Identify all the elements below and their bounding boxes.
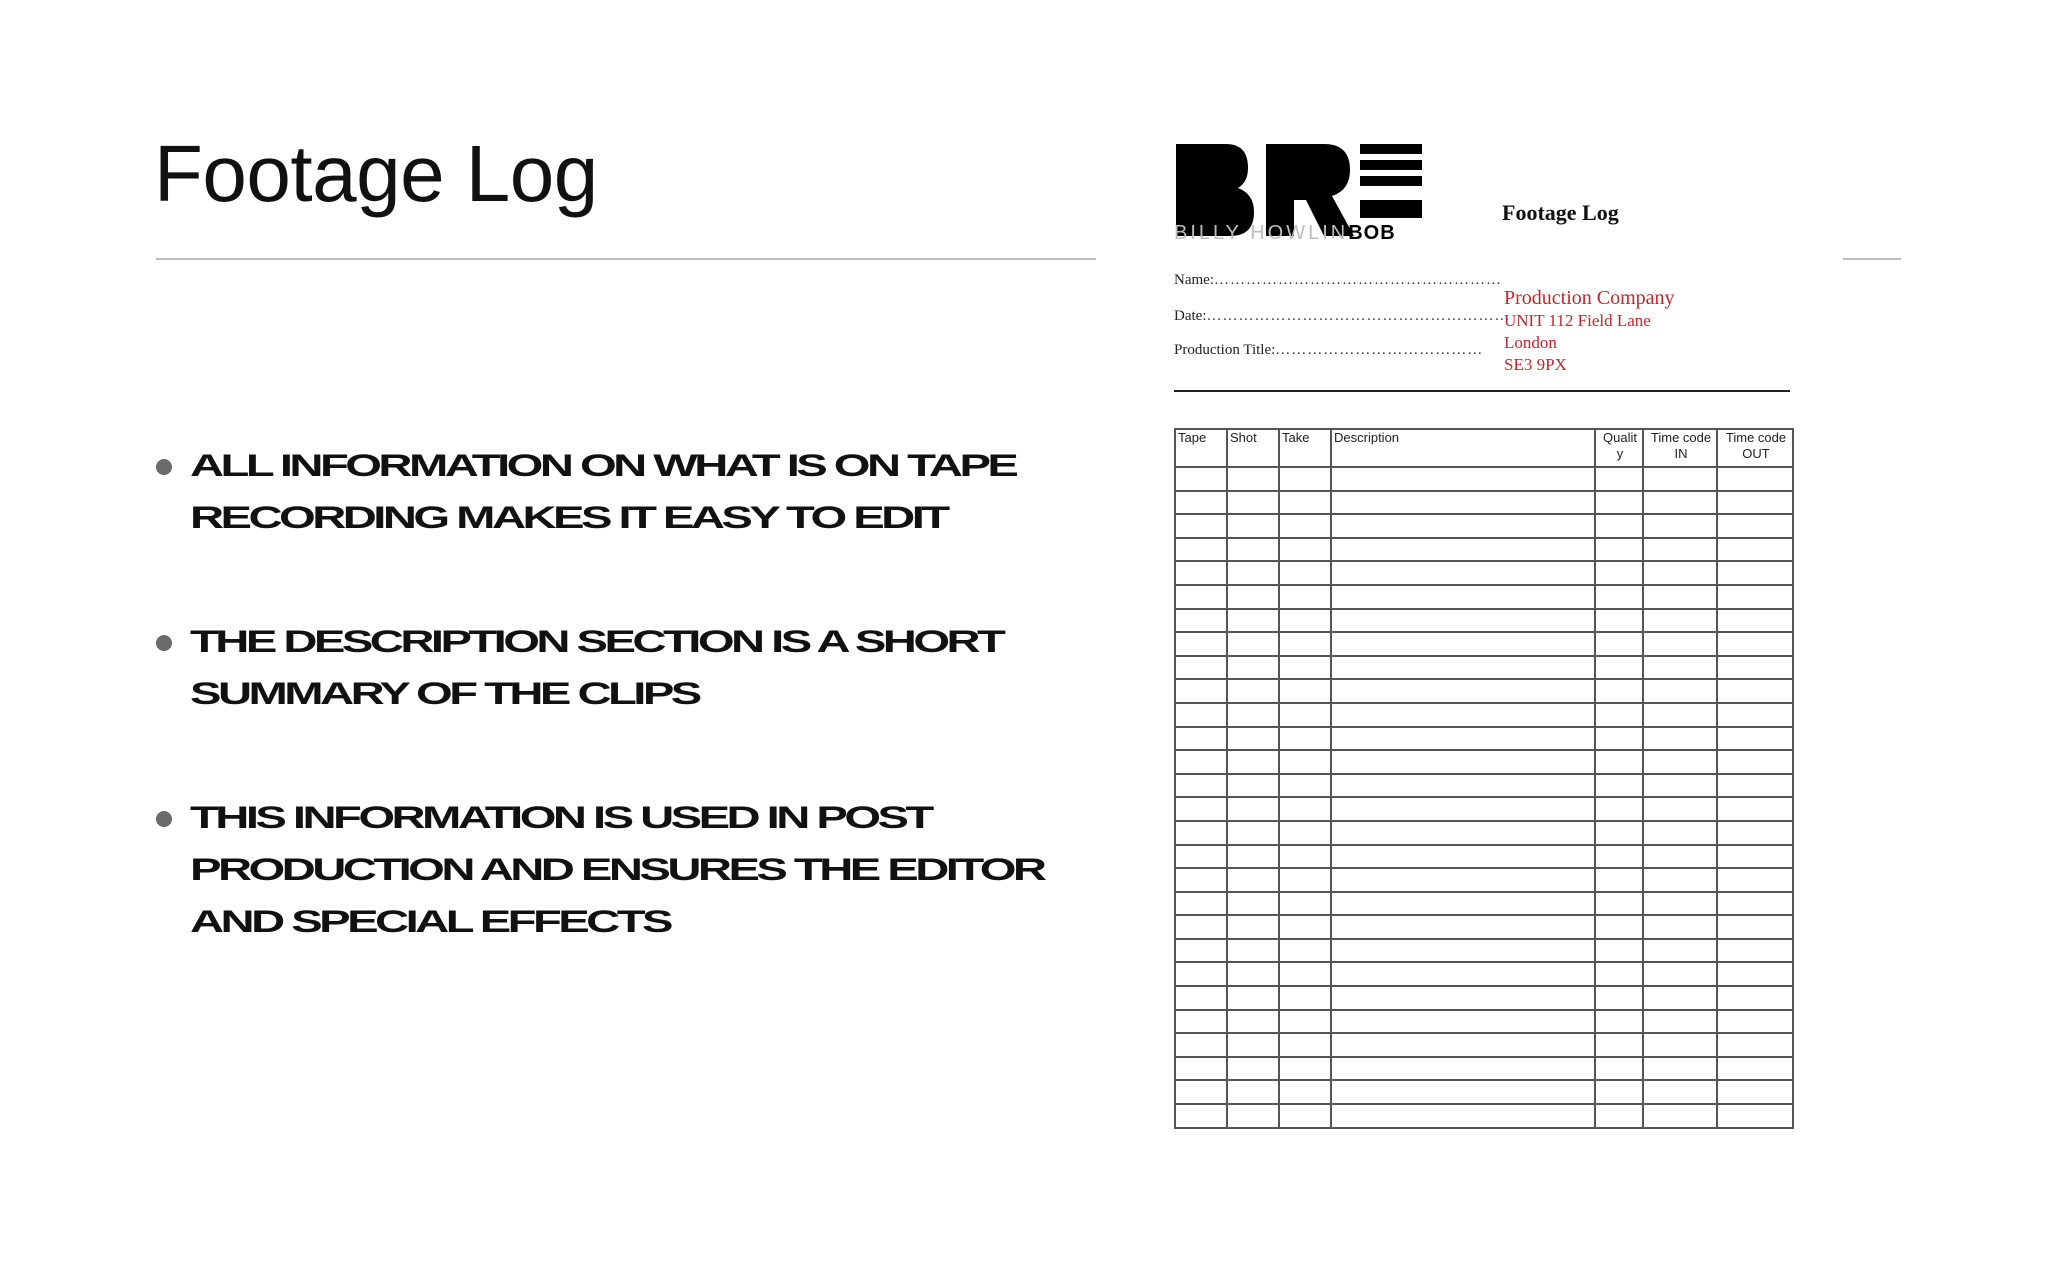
table-cell (1175, 491, 1227, 515)
address-line: SE3 9PX (1504, 355, 1567, 374)
table-cell (1175, 727, 1227, 751)
table-cell (1643, 561, 1717, 585)
table-cell (1279, 538, 1331, 562)
table-cell (1643, 1010, 1717, 1034)
table-cell (1175, 703, 1227, 727)
table-cell (1717, 609, 1793, 633)
table-row (1175, 585, 1793, 609)
table-cell (1331, 1010, 1595, 1034)
table-row (1175, 727, 1793, 751)
table-cell (1717, 1080, 1793, 1104)
table-cell (1279, 962, 1331, 986)
table-row (1175, 467, 1793, 491)
table-cell (1279, 609, 1331, 633)
slide-title: Footage Log (154, 129, 598, 218)
table-cell (1175, 845, 1227, 869)
table-cell (1227, 467, 1279, 491)
table-cell (1717, 491, 1793, 515)
table-cell (1643, 939, 1717, 963)
bullet-line: AND SPECIAL EFFECTS (190, 904, 670, 940)
bullet-dot-icon (156, 811, 172, 827)
table-cell (1331, 774, 1595, 798)
table-cell (1643, 774, 1717, 798)
table-cell (1717, 1033, 1793, 1057)
table-cell (1279, 1033, 1331, 1057)
table-cell (1643, 750, 1717, 774)
bullet-list (154, 440, 1044, 1020)
table-cell (1595, 821, 1643, 845)
table-cell (1595, 892, 1643, 916)
table-cell (1175, 561, 1227, 585)
table-cell (1175, 656, 1227, 680)
table-cell (1279, 1104, 1331, 1128)
address-line: London (1504, 333, 1557, 352)
table-cell (1717, 1104, 1793, 1128)
table-cell (1595, 609, 1643, 633)
table-cell (1717, 750, 1793, 774)
document-divider (1174, 390, 1790, 392)
table-cell (1227, 915, 1279, 939)
table-cell (1595, 1057, 1643, 1081)
table-row (1175, 774, 1793, 798)
column-header-take: Take (1279, 429, 1331, 467)
table-cell (1643, 915, 1717, 939)
table-cell (1595, 656, 1643, 680)
table-cell (1595, 679, 1643, 703)
table-cell (1595, 868, 1643, 892)
bullet-item (154, 440, 1016, 544)
footage-log-table (1174, 428, 1794, 1129)
table-cell (1279, 845, 1331, 869)
table-row (1175, 538, 1793, 562)
table-cell (1331, 1033, 1595, 1057)
table-cell (1643, 1080, 1717, 1104)
bullet-line: THIS INFORMATION IS USED IN POST (190, 800, 931, 836)
table-cell (1331, 561, 1595, 585)
bullet-line: PRODUCTION AND ENSURES THE EDITOR (190, 852, 1044, 888)
table-row (1175, 962, 1793, 986)
table-cell (1175, 538, 1227, 562)
table-cell (1227, 797, 1279, 821)
table-cell (1643, 1057, 1717, 1081)
table-cell (1717, 632, 1793, 656)
table-cell (1279, 514, 1331, 538)
table-cell (1175, 797, 1227, 821)
table-cell (1279, 679, 1331, 703)
table-cell (1643, 632, 1717, 656)
table-cell (1227, 703, 1279, 727)
table-cell (1331, 845, 1595, 869)
table-cell (1175, 962, 1227, 986)
bullet-item (154, 616, 1003, 720)
table-row (1175, 939, 1793, 963)
table-cell (1175, 868, 1227, 892)
table-row (1175, 514, 1793, 538)
table-cell (1595, 986, 1643, 1010)
table-row (1175, 750, 1793, 774)
table-cell (1331, 1080, 1595, 1104)
table-cell (1279, 467, 1331, 491)
table-cell (1595, 632, 1643, 656)
table-cell (1279, 915, 1331, 939)
table-cell (1643, 1033, 1717, 1057)
table-cell (1717, 915, 1793, 939)
table-cell (1227, 939, 1279, 963)
table-row (1175, 1080, 1793, 1104)
table-cell (1331, 797, 1595, 821)
table-cell (1331, 467, 1595, 491)
table-cell (1279, 703, 1331, 727)
bullet-line: THE DESCRIPTION SECTION IS A SHORT (190, 624, 1003, 660)
table-cell (1227, 514, 1279, 538)
table-cell (1175, 609, 1227, 633)
table-cell (1175, 1104, 1227, 1128)
table-cell (1175, 821, 1227, 845)
date-field: Date:………………………………………………… (1174, 308, 1511, 324)
column-header-description: Description (1331, 429, 1595, 467)
table-cell (1717, 962, 1793, 986)
table-row (1175, 679, 1793, 703)
table-cell (1595, 1033, 1643, 1057)
title-divider-right (1843, 258, 1901, 260)
table-cell (1331, 609, 1595, 633)
table-cell (1331, 962, 1595, 986)
table-cell (1227, 868, 1279, 892)
table-cell (1595, 1010, 1643, 1034)
column-header-timecode-in: Time code IN (1643, 429, 1717, 467)
table-cell (1175, 467, 1227, 491)
table-cell (1279, 774, 1331, 798)
table-cell (1717, 703, 1793, 727)
table-row (1175, 1010, 1793, 1034)
table-cell (1595, 750, 1643, 774)
table-row (1175, 821, 1793, 845)
table-cell (1175, 774, 1227, 798)
table-row (1175, 868, 1793, 892)
table-body (1175, 467, 1793, 1128)
table-cell (1331, 1057, 1595, 1081)
table-cell (1643, 845, 1717, 869)
table-cell (1331, 679, 1595, 703)
table-cell (1279, 585, 1331, 609)
table-cell (1595, 585, 1643, 609)
document-heading: Footage Log (1502, 200, 1619, 225)
table-cell (1717, 585, 1793, 609)
table-cell (1227, 656, 1279, 680)
table-cell (1331, 1104, 1595, 1128)
table-cell (1227, 727, 1279, 751)
table-row (1175, 915, 1793, 939)
table-cell (1279, 1010, 1331, 1034)
table-cell (1227, 774, 1279, 798)
table-cell (1227, 561, 1279, 585)
table-cell (1717, 939, 1793, 963)
table-cell (1643, 986, 1717, 1010)
table-cell (1175, 915, 1227, 939)
table-cell (1175, 1010, 1227, 1034)
company-address (1504, 286, 1675, 376)
table-cell (1331, 750, 1595, 774)
table-cell (1175, 585, 1227, 609)
table-cell (1643, 467, 1717, 491)
table-cell (1331, 703, 1595, 727)
table-cell (1175, 750, 1227, 774)
table-cell (1279, 561, 1331, 585)
table-cell (1595, 467, 1643, 491)
table-row (1175, 892, 1793, 916)
table-cell (1279, 821, 1331, 845)
table-row (1175, 986, 1793, 1010)
column-header-shot: Shot (1227, 429, 1279, 467)
table-cell (1717, 467, 1793, 491)
table-cell (1175, 892, 1227, 916)
logo-caption: BILLY HOWLINBOB (1174, 222, 1396, 244)
table-cell (1227, 821, 1279, 845)
table-cell (1595, 962, 1643, 986)
column-header-tape: Tape (1175, 429, 1227, 467)
table-cell (1643, 1104, 1717, 1128)
table-cell (1175, 1080, 1227, 1104)
table-cell (1331, 514, 1595, 538)
table-cell (1595, 703, 1643, 727)
table-cell (1279, 750, 1331, 774)
table-cell (1279, 939, 1331, 963)
table-cell (1643, 609, 1717, 633)
table-cell (1331, 915, 1595, 939)
table-cell (1227, 1010, 1279, 1034)
table-cell (1717, 797, 1793, 821)
table-cell (1717, 1057, 1793, 1081)
table-cell (1279, 632, 1331, 656)
table-cell (1717, 892, 1793, 916)
table-cell (1279, 491, 1331, 515)
table-cell (1331, 821, 1595, 845)
bullet-line: RECORDING MAKES IT EASY TO EDIT (190, 500, 947, 536)
bullet-line: SUMMARY OF THE CLIPS (190, 676, 699, 712)
bullet-dot-icon (156, 459, 172, 475)
table-cell (1595, 1080, 1643, 1104)
table-cell (1595, 561, 1643, 585)
table-row (1175, 1104, 1793, 1128)
footage-log-document (1172, 120, 1802, 1190)
table-row (1175, 1057, 1793, 1081)
table-cell (1643, 868, 1717, 892)
table-cell (1717, 868, 1793, 892)
table-cell (1717, 538, 1793, 562)
table-row (1175, 703, 1793, 727)
table-row (1175, 656, 1793, 680)
table-cell (1595, 514, 1643, 538)
table-row (1175, 845, 1793, 869)
table-cell (1331, 939, 1595, 963)
table-row (1175, 609, 1793, 633)
table-cell (1175, 939, 1227, 963)
table-cell (1717, 656, 1793, 680)
table-cell (1643, 491, 1717, 515)
table-cell (1175, 514, 1227, 538)
table-cell (1227, 750, 1279, 774)
table-header-row (1175, 429, 1793, 467)
table-cell (1595, 491, 1643, 515)
table-cell (1227, 538, 1279, 562)
table-cell (1279, 656, 1331, 680)
bullet-line: ALL INFORMATION ON WHAT IS ON TAPE (190, 448, 1016, 484)
table-cell (1643, 962, 1717, 986)
table-cell (1227, 986, 1279, 1010)
table-row (1175, 561, 1793, 585)
table-cell (1175, 1033, 1227, 1057)
table-cell (1331, 656, 1595, 680)
table-cell (1717, 679, 1793, 703)
table-cell (1279, 868, 1331, 892)
table-cell (1279, 1057, 1331, 1081)
table-cell (1175, 986, 1227, 1010)
production-title-field: Production Title:………………………………… (1174, 342, 1484, 358)
table-cell (1227, 1033, 1279, 1057)
table-cell (1331, 868, 1595, 892)
table-cell (1227, 1080, 1279, 1104)
table-cell (1717, 727, 1793, 751)
table-cell (1279, 797, 1331, 821)
table-row (1175, 797, 1793, 821)
table-row (1175, 491, 1793, 515)
table-cell (1175, 679, 1227, 703)
table-cell (1175, 632, 1227, 656)
table-cell (1331, 986, 1595, 1010)
table-cell (1595, 538, 1643, 562)
company-name: Production Company (1504, 287, 1675, 309)
bullet-dot-icon (156, 635, 172, 651)
table-cell (1595, 774, 1643, 798)
table-cell (1331, 632, 1595, 656)
table-cell (1227, 1057, 1279, 1081)
table-cell (1227, 962, 1279, 986)
table-cell (1643, 656, 1717, 680)
table-cell (1279, 1080, 1331, 1104)
table-cell (1227, 845, 1279, 869)
table-cell (1717, 986, 1793, 1010)
table-cell (1717, 1010, 1793, 1034)
table-cell (1331, 892, 1595, 916)
address-line: UNIT 112 Field Lane (1504, 311, 1651, 330)
table-cell (1643, 538, 1717, 562)
column-header-timecode-out: Time code OUT (1717, 429, 1793, 467)
table-cell (1331, 538, 1595, 562)
name-field: Name:……………………………………………… (1174, 272, 1502, 288)
bullet-item (154, 792, 1044, 948)
table-cell (1643, 703, 1717, 727)
table-cell (1279, 986, 1331, 1010)
table-cell (1643, 821, 1717, 845)
table-cell (1331, 491, 1595, 515)
table-cell (1643, 585, 1717, 609)
table-cell (1175, 1057, 1227, 1081)
table-cell (1227, 632, 1279, 656)
title-divider (156, 258, 1096, 260)
table-cell (1279, 892, 1331, 916)
table-cell (1643, 679, 1717, 703)
table-cell (1595, 727, 1643, 751)
table-cell (1595, 797, 1643, 821)
table-cell (1717, 514, 1793, 538)
table-cell (1595, 939, 1643, 963)
table-cell (1595, 845, 1643, 869)
table-cell (1227, 491, 1279, 515)
table-cell (1717, 845, 1793, 869)
table-cell (1227, 609, 1279, 633)
table-cell (1643, 892, 1717, 916)
table-cell (1331, 585, 1595, 609)
column-header-quality: Qualit y (1595, 429, 1643, 467)
table-cell (1643, 797, 1717, 821)
table-row (1175, 1033, 1793, 1057)
table-cell (1331, 727, 1595, 751)
table-cell (1595, 915, 1643, 939)
table-cell (1227, 679, 1279, 703)
table-cell (1227, 585, 1279, 609)
table-cell (1227, 892, 1279, 916)
table-row (1175, 632, 1793, 656)
table-cell (1643, 727, 1717, 751)
table-cell (1643, 514, 1717, 538)
table-cell (1227, 1104, 1279, 1128)
table-cell (1595, 1104, 1643, 1128)
table-cell (1279, 727, 1331, 751)
table-cell (1717, 561, 1793, 585)
table-cell (1717, 774, 1793, 798)
table-cell (1717, 821, 1793, 845)
